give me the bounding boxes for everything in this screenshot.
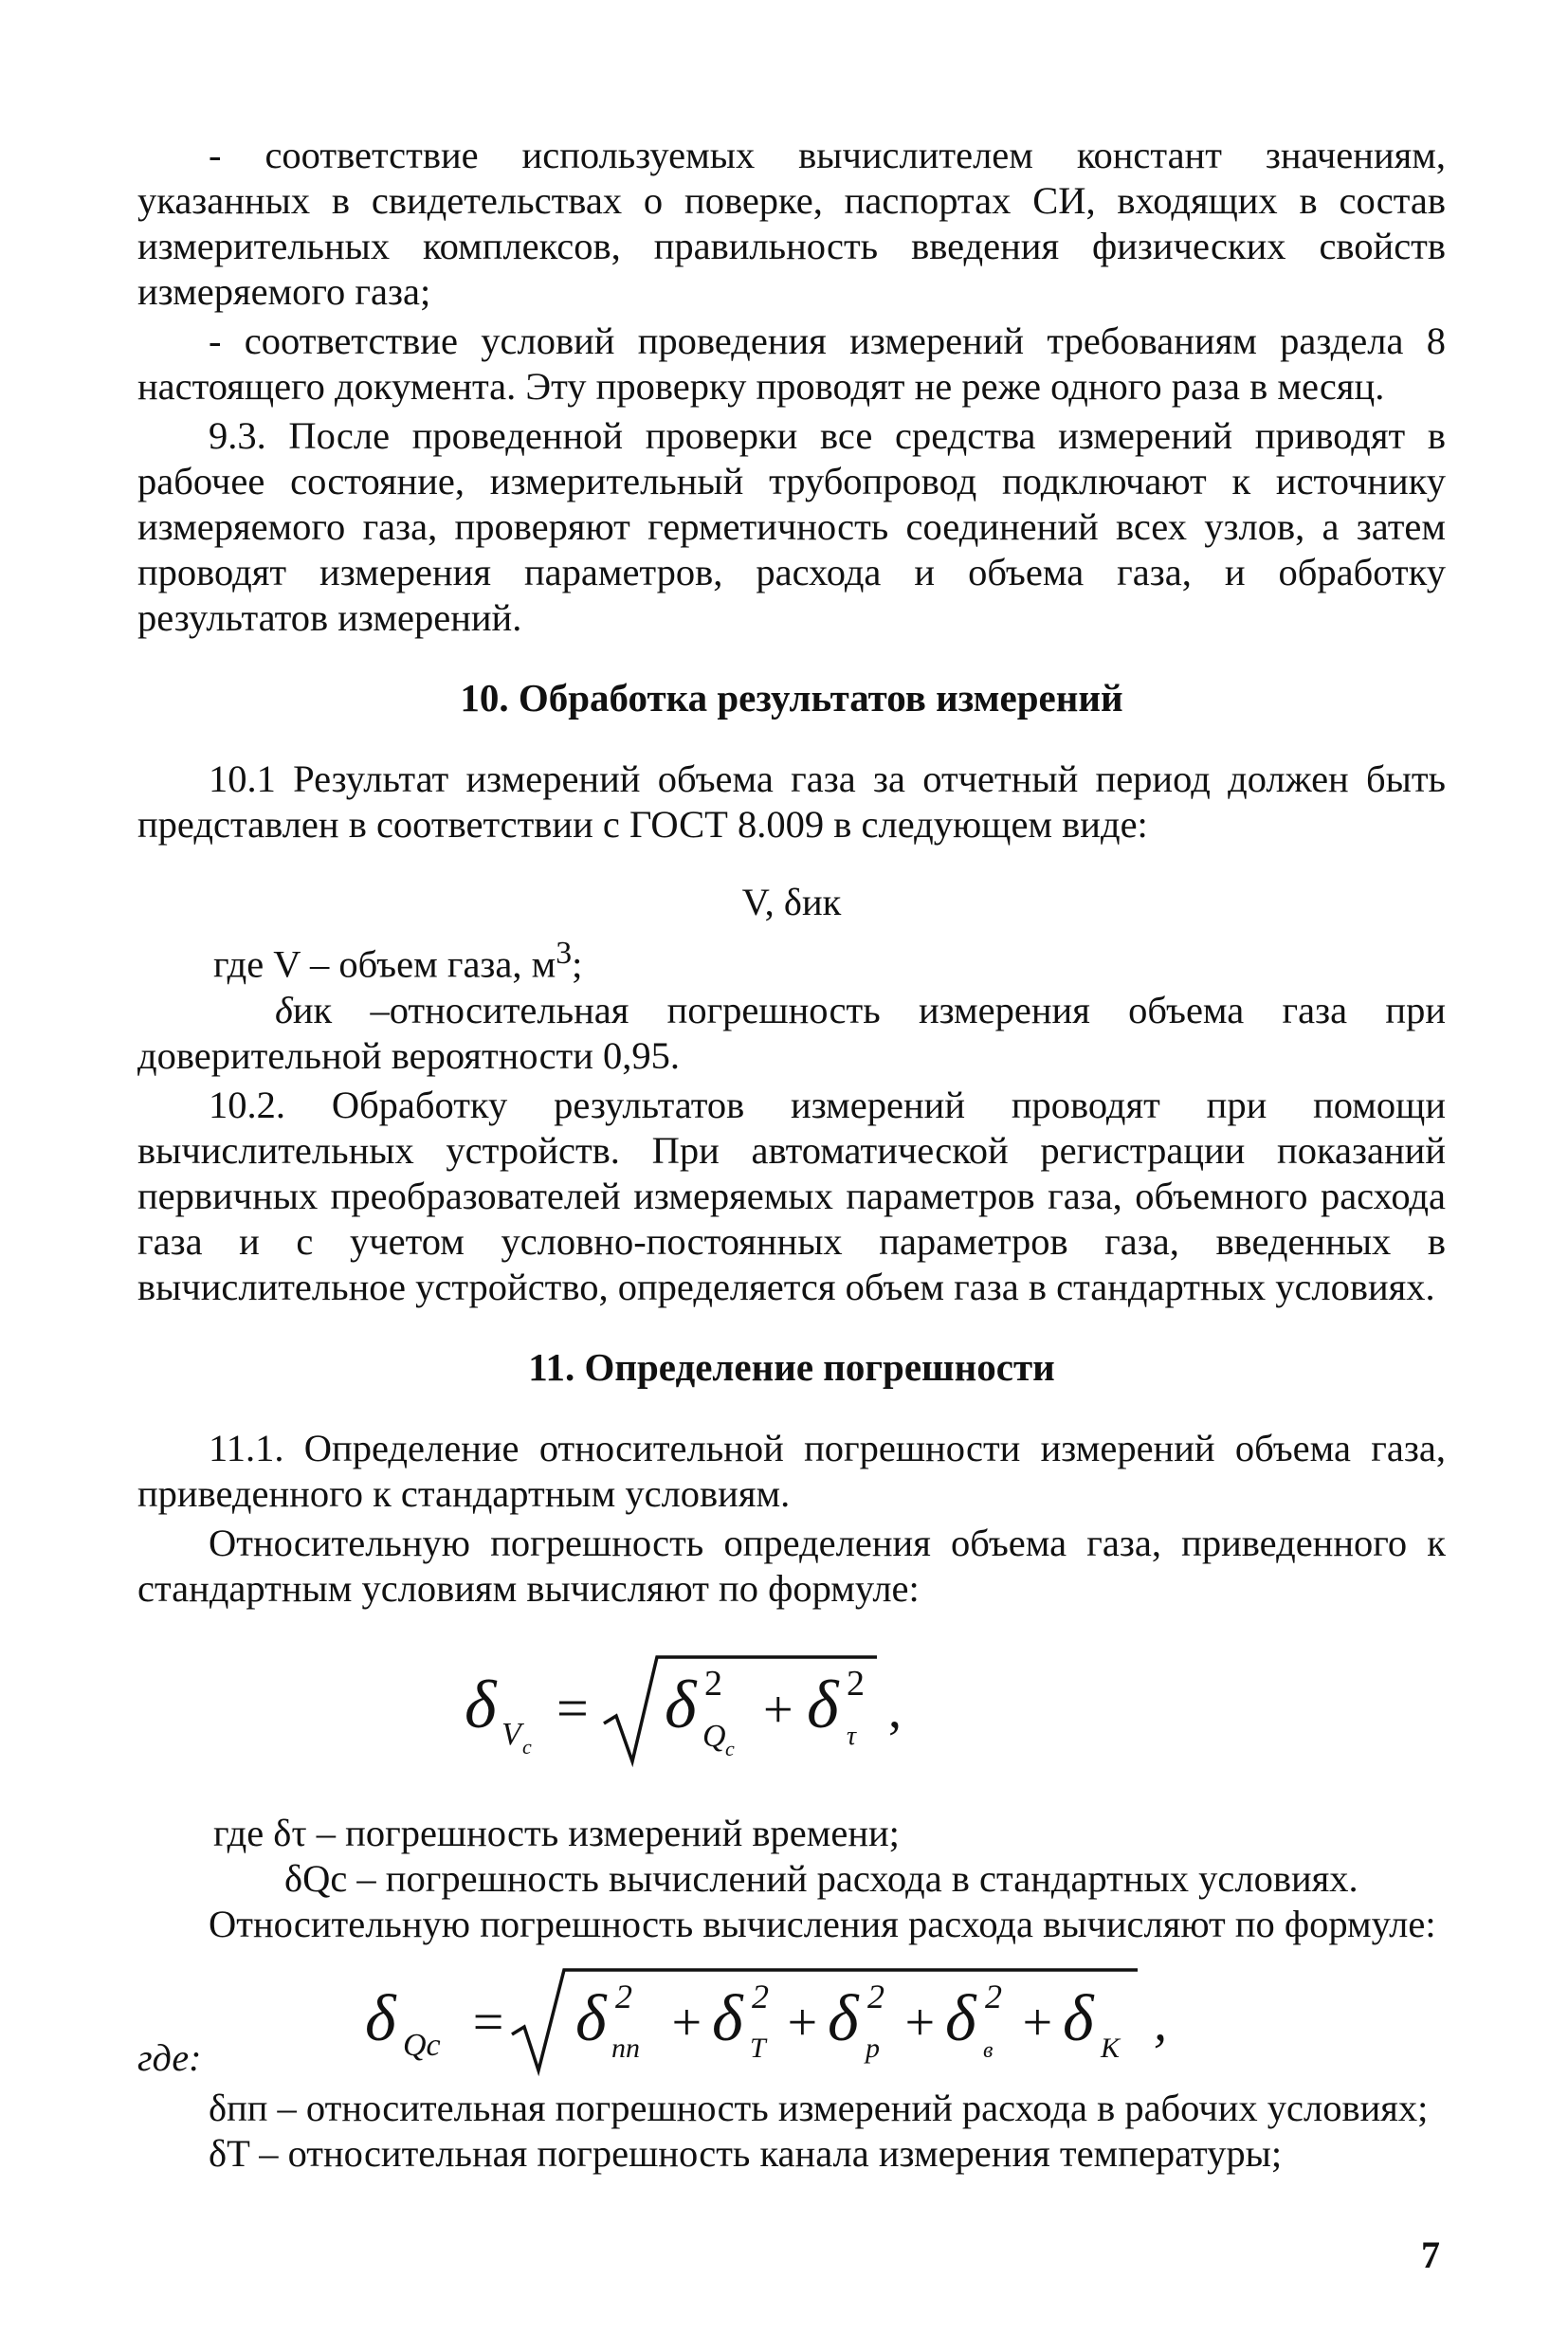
f2-term4: δ [945,1981,976,2055]
delta-ik-text: ик –относительная погрешность измерения объема газа при доверительной вероятности 0,95. [137,988,1446,1077]
where-delta-pp: δпп – относительная погрешность измерений расхода в рабочих условиях; [209,2086,1429,2129]
f1-lhs-subsub: c [522,1734,532,1759]
f2-term1-sup: 2 [615,1977,632,2015]
f1-t1: δ [665,1666,697,1742]
f2-plus3: + [902,1993,938,2052]
f2-tail: , [1154,1993,1167,2052]
f1-t2: δ [807,1666,839,1742]
page-body [137,133,1446,2177]
where-delta-qc: δQc – погрешность вычислений расхода в стандартных условиях. [284,1856,1358,1900]
f2-label: где: [137,2035,202,2079]
where-volume [137,931,1446,988]
section-11-heading: 11. Определение погрешности [528,1344,1055,1389]
f2-term3: δ [828,1981,859,2055]
section-10-heading: 10. Обработка результатов измерений [460,676,1123,720]
f2-plus2: + [784,1993,820,2052]
where-volume-sup: 3 [556,936,573,971]
where-delta-T: δT – относительная погрешность канала измерения температуры; [209,2131,1283,2175]
f2-term2-sub: T [750,2032,766,2064]
f2-term2-sup: 2 [752,1977,769,2015]
f2-plus1: + [668,1993,704,2052]
delta-ik-symbol: δ [275,988,293,1031]
where-volume-text: где V – объем газа, м [213,942,556,986]
f2-term4-sub: в [983,2037,994,2063]
f1-t1-sup: 2 [704,1663,722,1704]
f2-lhs: δ [365,1981,396,2055]
f1-t1-sub: Q [702,1718,726,1754]
formula-volume-error [137,1650,1446,1773]
f1-t2-sup: 2 [847,1663,865,1704]
f1-t2-sub: τ [847,1721,857,1751]
paragraph-conditions: - соответствие условий проведения измерений требованиям раздела 8 настоящего документа. Эту проверку проводят не реже одного раза в месяц. [137,319,1446,408]
f1-lhs-sub: V [501,1716,521,1752]
f2-term4-sup: 2 [985,1977,1002,2015]
formula-flow-error-svg [137,1964,1446,2078]
where-delta-ik [137,988,1446,1079]
f1-plus: + [763,1680,793,1740]
f2-term5-sub: K [1101,2032,1121,2064]
result-expression: V, δик [741,881,842,923]
f2-term1: δ [575,1981,607,2055]
formula-flow-error [137,1964,1446,2078]
f2-term3-sub: p [866,2032,880,2064]
paragraph-constants: - соответствие используемых вычислителем констант значениям, указанных в свидетельствах о поверке, паспортах СИ, входящих в состав измерительных комплексов, правильность введения физических свойств измеряемого газа; [137,134,1446,313]
f1-lhs: δ [465,1666,497,1742]
where-volume-suffix: ; [572,942,583,986]
f1-t1-subsub: c [725,1736,735,1760]
f2-lhs-sub: Qc [403,2027,441,2063]
f1-eq: = [556,1676,589,1740]
f2-plus4: + [1019,1993,1055,2052]
f2-term2: δ [712,1981,743,2055]
paragraph-9-3: 9.3. После проведенной проверки все средства измерений приводят в рабочее состояние, измерительный трубопровод подключают к источнику измеряемого газа, проверяют герметичность соединений всех узлов, а затем проводят измерения параметров, расхода и объема газа, и обработку результатов измерений. [137,414,1446,639]
where-delta-tau: где δτ – погрешность измерений времени; [213,1811,900,1854]
f2-term1-sub: пп [611,2032,640,2064]
paragraph-11-formula-intro: Относительную погрешность определения объема газа, приведенного к стандартным условиям вычисляют по формуле: [137,1521,1446,1610]
paragraph-11-1: 11.1. Определение относительной погрешности измерений объема газа, приведенного к стандартным условиям. [137,1426,1446,1515]
paragraph-flow-formula-intro: Относительную погрешность вычисления расхода вычисляют по формуле: [209,1902,1436,1945]
f1-tail: , [888,1680,902,1740]
f2-term3-sup: 2 [867,1977,884,2015]
paragraph-10-2: 10.2. Обработку результатов измерений проводят при помощи вычислительных устройств. При автоматической регистрации показаний первичных преобразователей измеряемых параметров газа, объемного расхода газа и с учетом условно-постоянных параметров газа, введенных в вычислительное устройство, определяется объем газа в стандартных условиях. [137,1083,1446,1308]
page-number: 7 [1421,2233,1440,2276]
paragraph-10-1: 10.1 Результат измерений объема газа за отчетный период должен быть представлен в соответствии с ГОСТ 8.009 в следующем виде: [137,757,1446,846]
formula-volume-error-svg [137,1650,1446,1773]
f2-eq: = [469,1990,507,2052]
f2-term5: δ [1063,1981,1094,2055]
